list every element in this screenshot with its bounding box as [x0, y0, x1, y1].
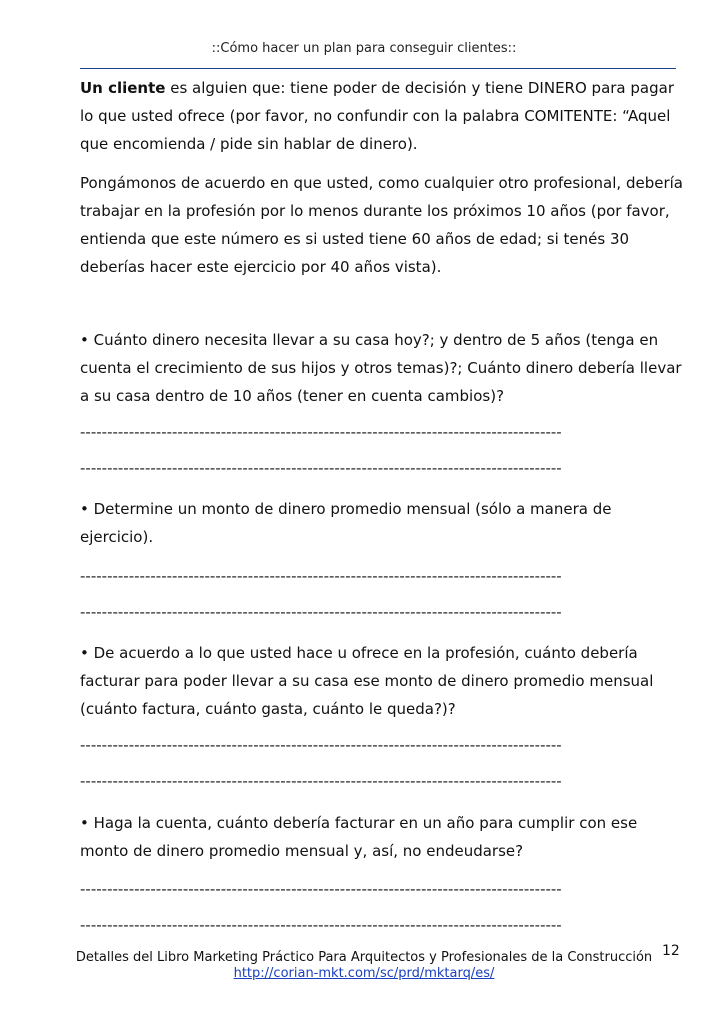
question-4 — [80, 809, 680, 865]
question-line: • De acuerdo a lo que usted hace u ofrece en la profesión, cuánto debería — [80, 644, 638, 662]
answer-line: ----------------------------------------------------------------------------------------- — [80, 569, 562, 584]
intro-paragraph — [80, 74, 680, 158]
question-line: (cuánto factura, cuánto gasta, cuánto le queda?)? — [80, 700, 456, 718]
question-line: monto de dinero promedio mensual y, así, no endeudarse? — [80, 842, 524, 860]
agreement-line: entienda que este número es si usted tiene 60 años de edad; si tenés 30 — [80, 230, 630, 248]
agreement-line: deberías hacer este ejercicio por 40 años vista). — [80, 258, 442, 276]
header-rule — [80, 68, 676, 69]
answer-line: ----------------------------------------------------------------------------------------- — [80, 605, 562, 620]
answer-line: ----------------------------------------------------------------------------------------- — [80, 461, 562, 476]
question-line: • Determine un monto de dinero promedio mensual (sólo a manera de — [80, 500, 612, 518]
answer-line: ----------------------------------------------------------------------------------------- — [80, 774, 562, 789]
agreement-paragraph — [80, 169, 683, 281]
question-line: cuenta el crecimiento de sus hijos y otros temas)?; Cuánto dinero debería llevar — [80, 359, 682, 377]
answer-line: ----------------------------------------------------------------------------------------- — [80, 425, 562, 440]
answer-line: ----------------------------------------------------------------------------------------- — [80, 882, 562, 897]
question-line: • Cuánto dinero necesita llevar a su casa hoy?; y dentro de 5 años (tenga en — [80, 331, 659, 349]
question-line: a su casa dentro de 10 años (tener en cuenta cambios)? — [80, 387, 505, 405]
question-line: ejercicio). — [80, 528, 154, 546]
intro-term: Un cliente — [80, 79, 166, 97]
page-header: ::Cómo hacer un plan para conseguir clientes:: — [211, 41, 517, 56]
footer-link-row — [0, 966, 728, 981]
answer-line: ----------------------------------------------------------------------------------------- — [80, 918, 562, 933]
question-line: • Haga la cuenta, cuánto debería facturar en un año para cumplir con ese — [80, 814, 638, 832]
question-3 — [80, 639, 680, 723]
intro-line-1 — [80, 74, 680, 102]
footer-link[interactable]: http://corian-mkt.com/sc/prd/mktarq/es/ — [233, 966, 495, 981]
agreement-line: Pongámonos de acuerdo en que usted, como cualquier otro profesional, debería — [80, 174, 683, 192]
page-number: 12 — [662, 943, 680, 959]
intro-line-2: lo que usted ofrece (por favor, no confundir con la palabra COMITENTE: “Aquel — [80, 107, 671, 125]
question-1 — [80, 326, 680, 410]
intro-line-3: que encomienda / pide sin hablar de dinero). — [80, 135, 418, 153]
question-line: facturar para poder llevar a su casa ese monto de dinero promedio mensual — [80, 672, 654, 690]
answer-line: ----------------------------------------------------------------------------------------- — [80, 738, 562, 753]
intro-line-1-rest: es alguien que: tiene poder de decisión y tiene DINERO para pagar — [165, 79, 674, 97]
question-2 — [80, 495, 680, 551]
footer-text: Detalles del Libro Marketing Práctico Para Arquitectos y Profesionales de la Construcción — [75, 950, 653, 965]
agreement-line: trabajar en la profesión por lo menos durante los próximos 10 años (por favor, — [80, 202, 670, 220]
